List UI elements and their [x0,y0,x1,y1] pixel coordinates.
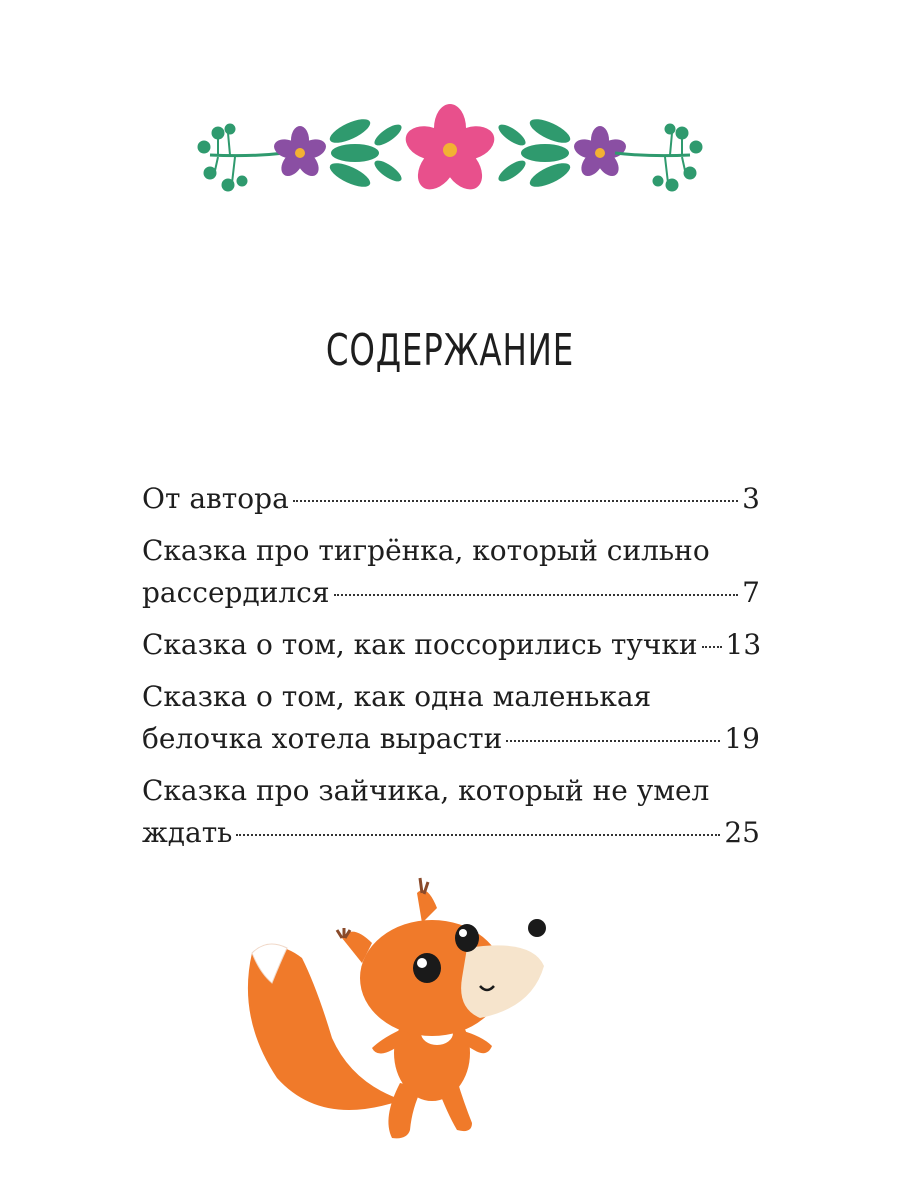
squirrel-eye-left-icon [413,953,441,983]
squirrel-nose-icon [528,919,546,937]
left-leaves-icon [327,114,405,191]
squirrel-eye-right-icon [455,924,479,952]
toc-entry[interactable] [142,478,760,520]
toc-entry-title: От автора [142,482,289,515]
toc-page-number: 7 [742,576,760,609]
center-pink-flower-icon [401,104,498,197]
toc-entry-title: Сказка о том, как поссорились тучки [142,628,698,661]
toc-page-number: 19 [724,722,760,755]
toc-page-number: 25 [724,816,760,849]
dot-leader [236,834,720,836]
dot-leader [702,646,722,648]
toc-entry[interactable] [142,624,760,666]
dot-leader [293,500,738,502]
toc-entry-title: рассердился [142,576,330,609]
table-of-contents [142,478,760,854]
left-purple-flower-icon [272,126,329,180]
toc-entry[interactable] [142,676,760,760]
toc-entry-title-line: Сказка про тигрёнка, который сильно [142,534,710,567]
dot-leader [506,740,720,742]
toc-entry-title-line: Сказка о том, как одна маленькая [142,680,652,713]
floral-ornament [190,95,710,205]
toc-entry-title: ждать [142,816,233,849]
toc-entry-title-line: Сказка про зайчика, который не умел [142,774,710,807]
dot-leader [334,594,739,596]
squirrel-illustration [232,868,562,1148]
page-title: СОДЕРЖАНИЕ [325,325,575,376]
right-sprig-icon [615,124,702,191]
toc-page-number: 13 [725,628,762,661]
toc-page-number: 3 [742,482,760,515]
toc-entry[interactable] [142,770,760,854]
toc-entry[interactable] [142,530,760,614]
left-sprig-icon [198,124,285,191]
right-leaves-icon [495,114,573,191]
squirrel-ear-right-icon [417,890,437,923]
toc-entry-title: белочка хотела вырасти [142,722,503,755]
